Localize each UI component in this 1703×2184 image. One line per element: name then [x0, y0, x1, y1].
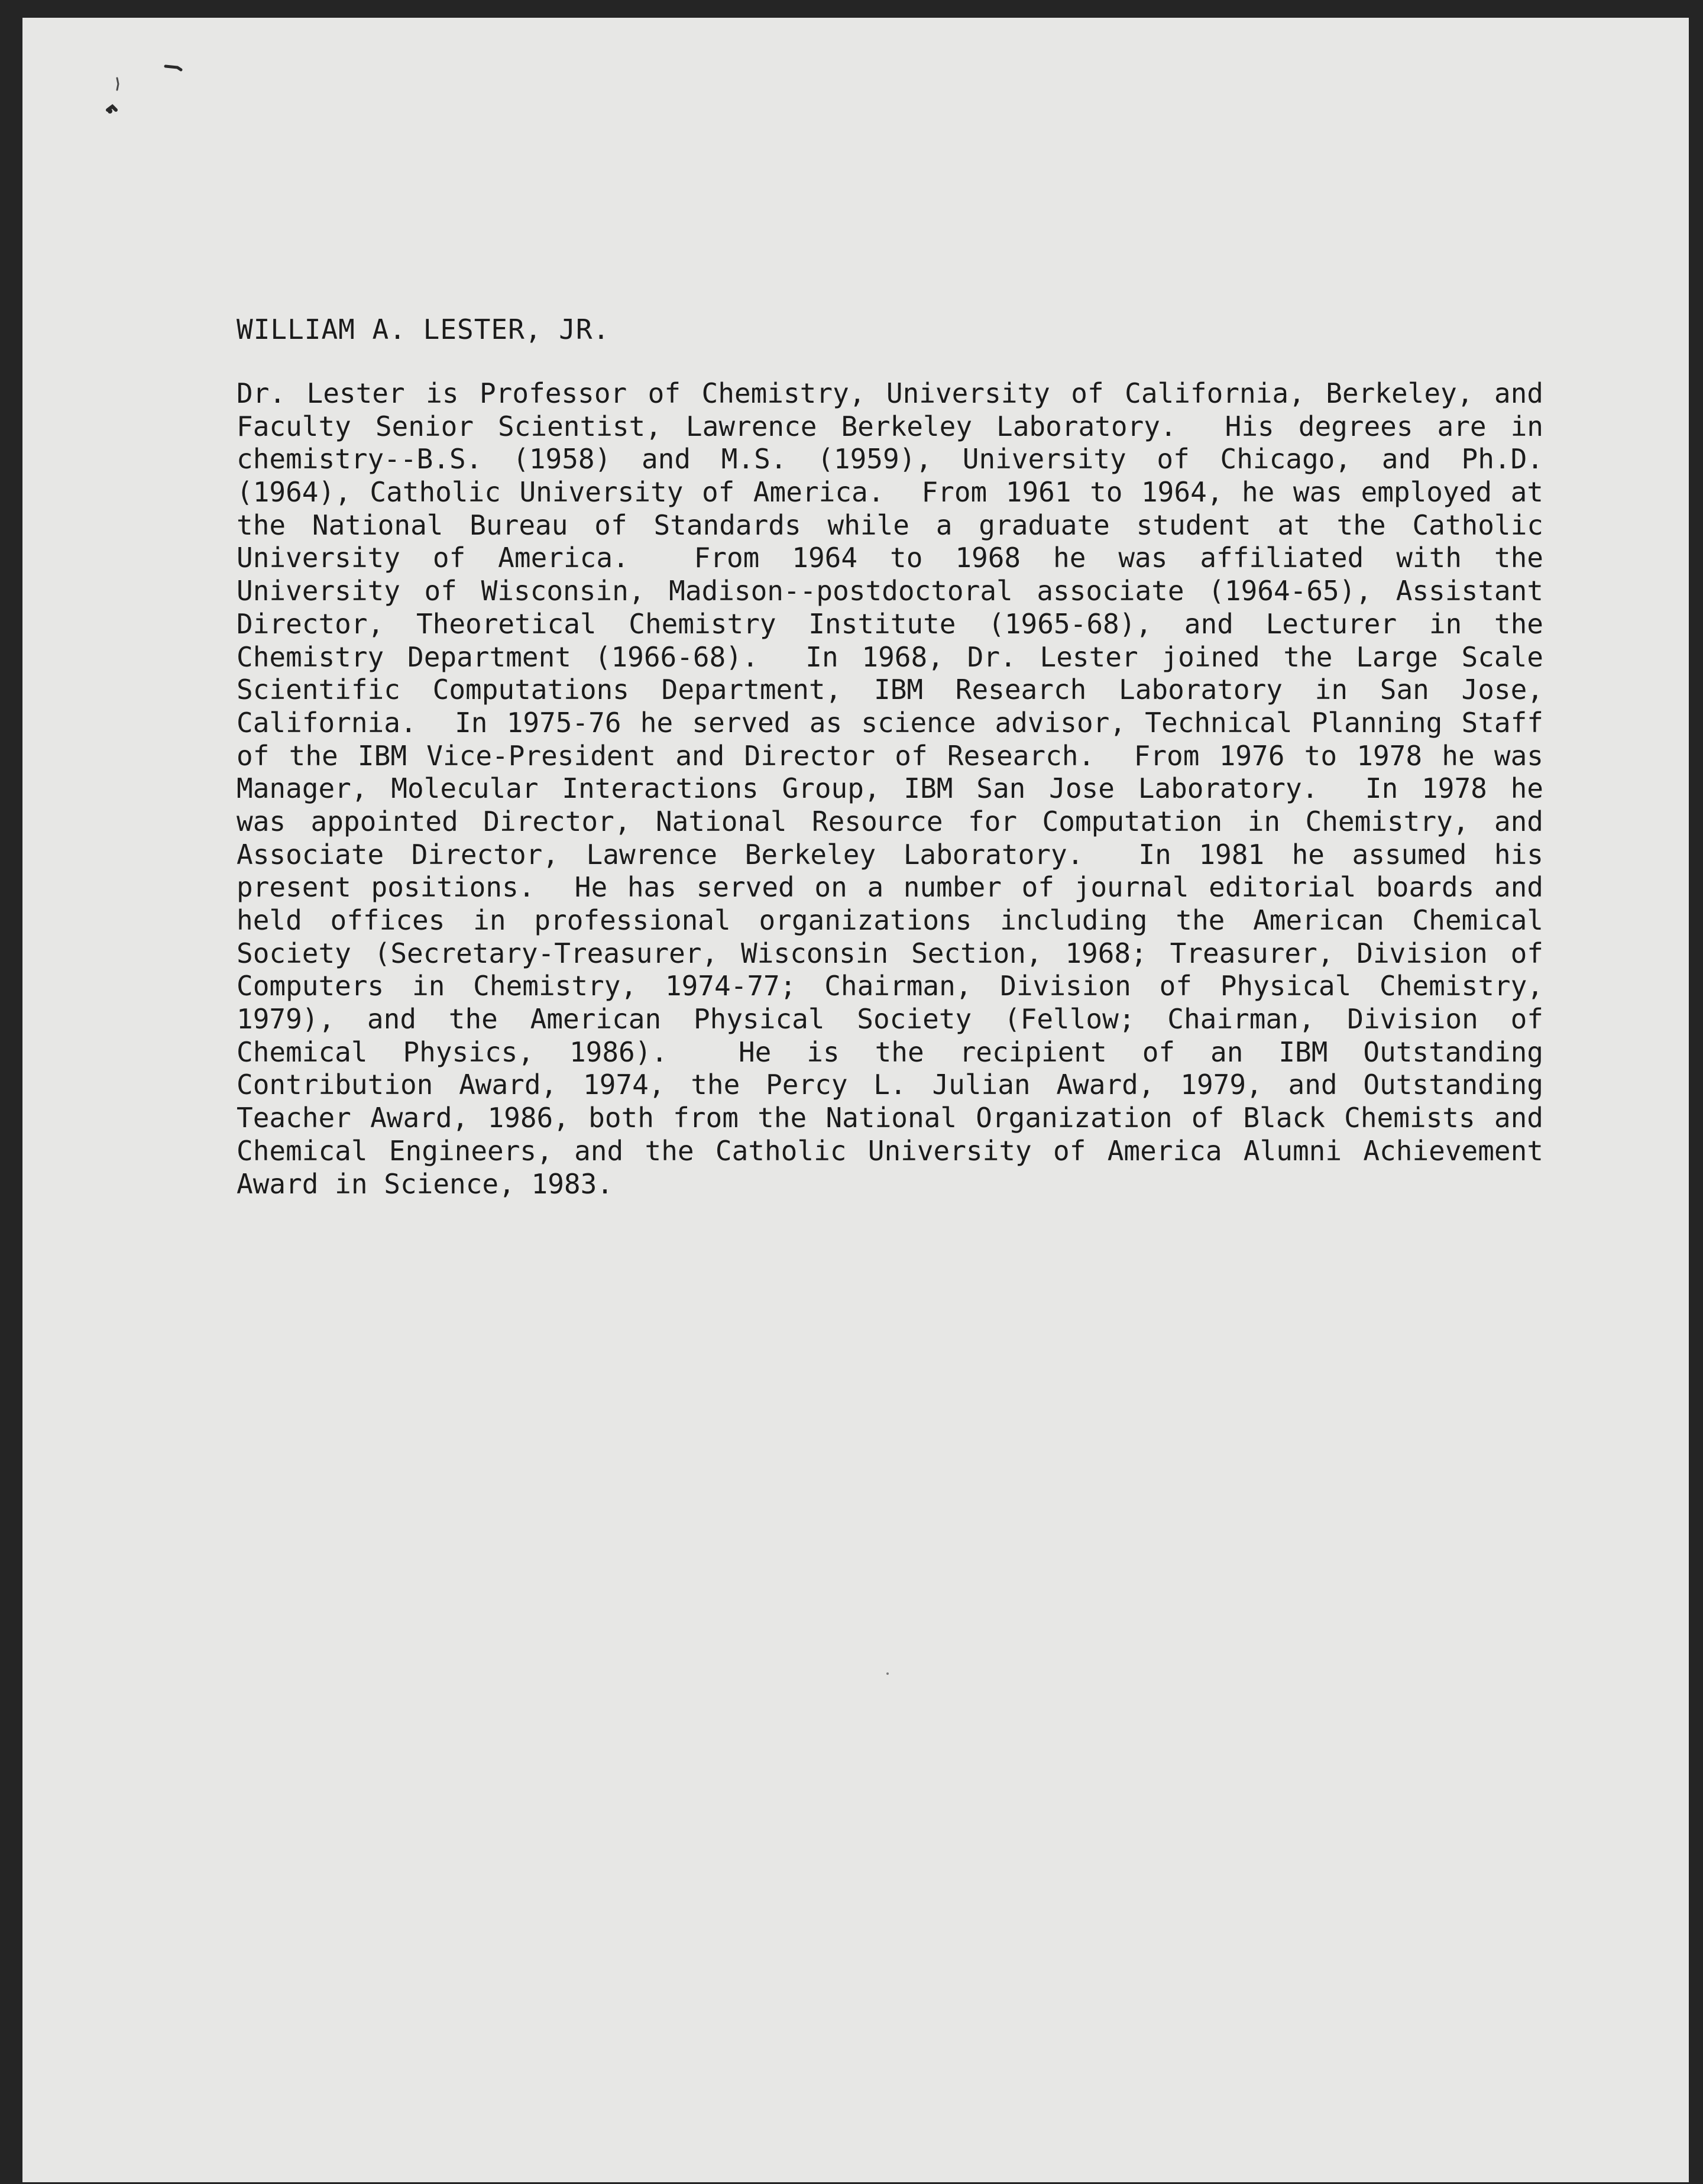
- paragraph-line: University of America. From 1964 to 1968 he was affiliated with the: [237, 542, 1543, 574]
- paragraph-line: Faculty Senior Scientist, Lawrence Berkeley Laboratory. His degrees are in: [237, 410, 1543, 442]
- document-page: [22, 18, 1689, 2182]
- paragraph-line: of the IBM Vice-President and Director of Research. From 1976 to 1978 he was: [237, 739, 1543, 772]
- paragraph-line: present positions. He has served on a number of journal editorial boards and: [237, 871, 1543, 904]
- paragraph-line: Director, Theoretical Chemistry Institute (1965-68), and Lecturer in the: [237, 607, 1543, 640]
- paragraph-line: Associate Director, Lawrence Berkeley Laboratory. In 1981 he assumed his: [237, 838, 1543, 871]
- paragraph-line: Award in Science, 1983.: [237, 1167, 613, 1200]
- paragraph-line: University of Wisconsin, Madison--postdoctoral associate (1964-65), Assistant: [237, 575, 1543, 607]
- document-heading: WILLIAM A. LESTER, JR.: [237, 313, 610, 345]
- paragraph-line: Chemical Engineers, and the Catholic University of America Alumni Achievement: [237, 1134, 1543, 1167]
- paragraph-line: Society (Secretary-Treasurer, Wisconsin Section, 1968; Treasurer, Division of: [237, 937, 1543, 969]
- paragraph-line: the National Bureau of Standards while a graduate student at the Catholic: [237, 509, 1543, 541]
- paragraph-line: Contribution Award, 1974, the Percy L. Julian Award, 1979, and Outstanding: [237, 1069, 1543, 1101]
- biography-paragraph: [237, 377, 1543, 1201]
- paragraph-line: chemistry--B.S. (1958) and M.S. (1959), University of Chicago, and Ph.D.: [237, 443, 1543, 475]
- paragraph-line: 1979), and the American Physical Society (Fellow; Chairman, Division of: [237, 1003, 1543, 1036]
- biography-text-block: [237, 313, 1543, 1201]
- paragraph-line: California. In 1975-76 he served as science advisor, Technical Planning Staff: [237, 706, 1543, 739]
- paragraph-line: Dr. Lester is Professor of Chemistry, University of California, Berkeley, and: [237, 377, 1543, 409]
- paragraph-line: Computers in Chemistry, 1974-77; Chairman, Division of Physical Chemistry,: [237, 970, 1543, 1002]
- paragraph-line: Teacher Award, 1986, both from the National Organization of Black Chemists and: [237, 1102, 1543, 1134]
- paragraph-line: (1964), Catholic University of America. From 1961 to 1964, he was employed at: [237, 476, 1543, 509]
- paragraph-line: Scientific Computations Department, IBM Research Laboratory in San Jose,: [237, 674, 1543, 706]
- paragraph-line: Manager, Molecular Interactions Group, IBM San Jose Laboratory. In 1978 he: [237, 772, 1543, 805]
- paragraph-line: held offices in professional organizations including the American Chemical: [237, 904, 1543, 936]
- paragraph-line: Chemical Physics, 1986). He is the recipient of an IBM Outstanding: [237, 1036, 1543, 1068]
- paragraph-line: Chemistry Department (1966-68). In 1968, Dr. Lester joined the Large Scale: [237, 640, 1543, 673]
- paragraph-line: was appointed Director, National Resource for Computation in Chemistry, and: [237, 805, 1543, 837]
